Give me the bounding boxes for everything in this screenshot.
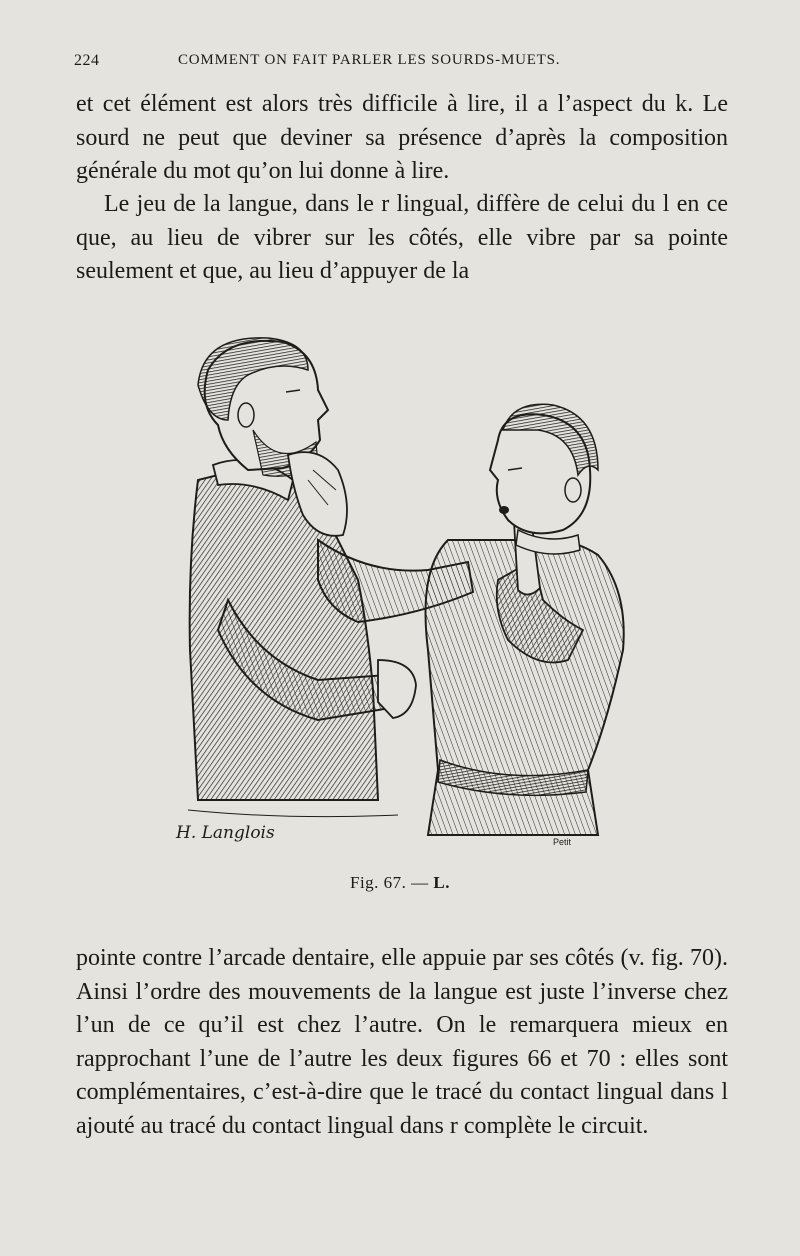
engraving-teacher-and-boy (168, 330, 628, 850)
figure-caption (0, 873, 800, 893)
artist-signature: H. Langlois (176, 823, 275, 843)
paragraph-1: et cet élément est alors très difficile à lire, il a l’aspect du k. Le sourd ne peut que deviner sa présence d’après la composition générale du mot qu’on lui donne à lire. (76, 91, 728, 184)
engraver-signature: Petit (553, 837, 572, 847)
page-header (74, 52, 728, 76)
paragraph-3: pointe contre l’arcade dentaire, elle appuie par ses côtés (v. fig. 70). Ainsi l’ordre des mouvements de la langue est juste l’inverse chez l’un de ce qu’il est chez l’autre. On le remarquera mieux en rapprochant l’une de l’autre les deux figures 66 et 70 : elles sont complémentaires, c’est-à-dire que le tracé du contact lingual dans l ajouté au tracé du contact lingual dans r complète le circuit. (76, 945, 728, 1139)
paragraph-2: Le jeu de la langue, dans le r lingual, diffère de celui du l en ce que, au lieu de vibrer sur les côtés, elle vibre par sa pointe seulement et que, au lieu d’appuyer de la (76, 191, 728, 284)
figure-illustration (168, 330, 628, 850)
caption-number: Fig. 67. — (349, 873, 429, 892)
page-number: 224 (74, 52, 100, 69)
caption-letter: L. (433, 873, 451, 892)
boy-figure (426, 404, 624, 835)
running-title: COMMENT ON FAIT PARLER LES SOURDS-MUETS. (178, 52, 561, 68)
